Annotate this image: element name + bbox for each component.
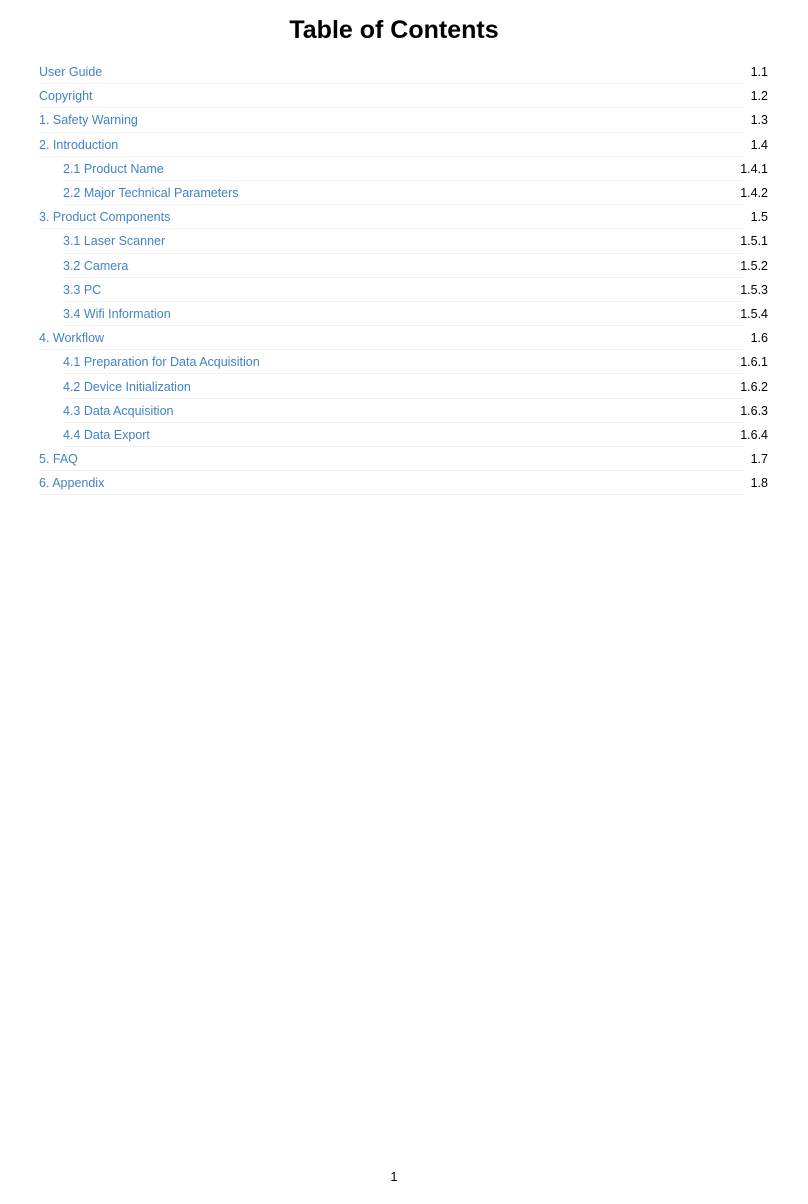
toc-entry-number: 1.5 <box>750 210 768 225</box>
toc-entry-number: 1.5.4 <box>740 306 768 321</box>
toc-entry <box>39 447 768 471</box>
toc-entry-link[interactable]: 3.4 Wifi Information <box>63 306 171 321</box>
toc-entry-link[interactable]: 2. Introduction <box>39 137 119 152</box>
toc-entry <box>39 133 768 157</box>
toc-entry-number: 1.8 <box>750 476 768 491</box>
toc-entry <box>39 423 768 447</box>
toc-entry-link[interactable]: 3.1 Laser Scanner <box>63 234 166 249</box>
toc-entry <box>39 157 768 181</box>
toc-entry-number: 1.6 <box>750 331 768 346</box>
toc-entry-number: 1.4 <box>750 137 768 152</box>
toc-entry-number: 1.6.1 <box>740 355 768 370</box>
toc-entry-number: 1.7 <box>750 452 768 467</box>
toc-entry-number: 1.6.3 <box>740 403 768 418</box>
toc-entry-link[interactable]: 4.2 Device Initialization <box>63 379 191 394</box>
toc-entry <box>39 205 768 229</box>
toc-entry <box>39 60 768 84</box>
toc-entry-link[interactable]: 5. FAQ <box>39 452 78 467</box>
toc-entry <box>39 84 768 108</box>
toc-entry-link[interactable]: 4.1 Preparation for Data Acquisition <box>63 355 260 370</box>
toc-entry-number: 1.6.4 <box>740 427 768 442</box>
toc-entry-link[interactable]: 2.2 Major Technical Parameters <box>63 186 239 201</box>
toc-entry-number: 1.4.2 <box>740 186 768 201</box>
toc-entry <box>39 229 768 253</box>
toc-entry-number: 1.5.3 <box>740 282 768 297</box>
toc-entry-number: 1.5.2 <box>740 258 768 273</box>
toc-entry-link[interactable]: 3.3 PC <box>63 282 102 297</box>
toc-entry-link[interactable]: 1. Safety Warning <box>39 113 138 128</box>
toc-entry-number: 1.3 <box>750 113 768 128</box>
toc-entry-link[interactable]: 4. Workflow <box>39 331 105 346</box>
toc-entry-link[interactable]: 4.4 Data Export <box>63 427 150 442</box>
toc-entry-number: 1.1 <box>750 65 768 80</box>
toc-entry <box>39 374 768 398</box>
toc-entry-number: 1.5.1 <box>740 234 768 249</box>
toc-entry <box>39 302 768 326</box>
toc-entry-number: 1.4.1 <box>740 161 768 176</box>
toc-entry-number: 1.2 <box>750 89 768 104</box>
page-number: 1 <box>390 1170 398 1184</box>
toc-entry-link[interactable]: User Guide <box>39 65 103 80</box>
toc-entry <box>39 108 768 132</box>
toc-entry-link[interactable]: 3.2 Camera <box>63 258 129 273</box>
toc-entry-link[interactable]: 2.1 Product Name <box>63 161 164 176</box>
page-title: Table of Contents <box>289 16 499 44</box>
toc-entry-number: 1.6.2 <box>740 379 768 394</box>
toc-entry <box>39 181 768 205</box>
toc-entry-link[interactable]: 6. Appendix <box>39 476 105 491</box>
toc-entry <box>39 399 768 423</box>
toc-entry-link[interactable]: 3. Product Components <box>39 210 171 225</box>
toc-entry <box>39 471 768 495</box>
toc-entry <box>39 326 768 350</box>
toc-entry-link[interactable]: Copyright <box>39 89 93 104</box>
toc-entry <box>39 254 768 278</box>
toc-list <box>39 60 768 495</box>
toc-entry-link[interactable]: 4.3 Data Acquisition <box>63 403 174 418</box>
toc-entry <box>39 278 768 302</box>
toc-entry <box>39 350 768 374</box>
